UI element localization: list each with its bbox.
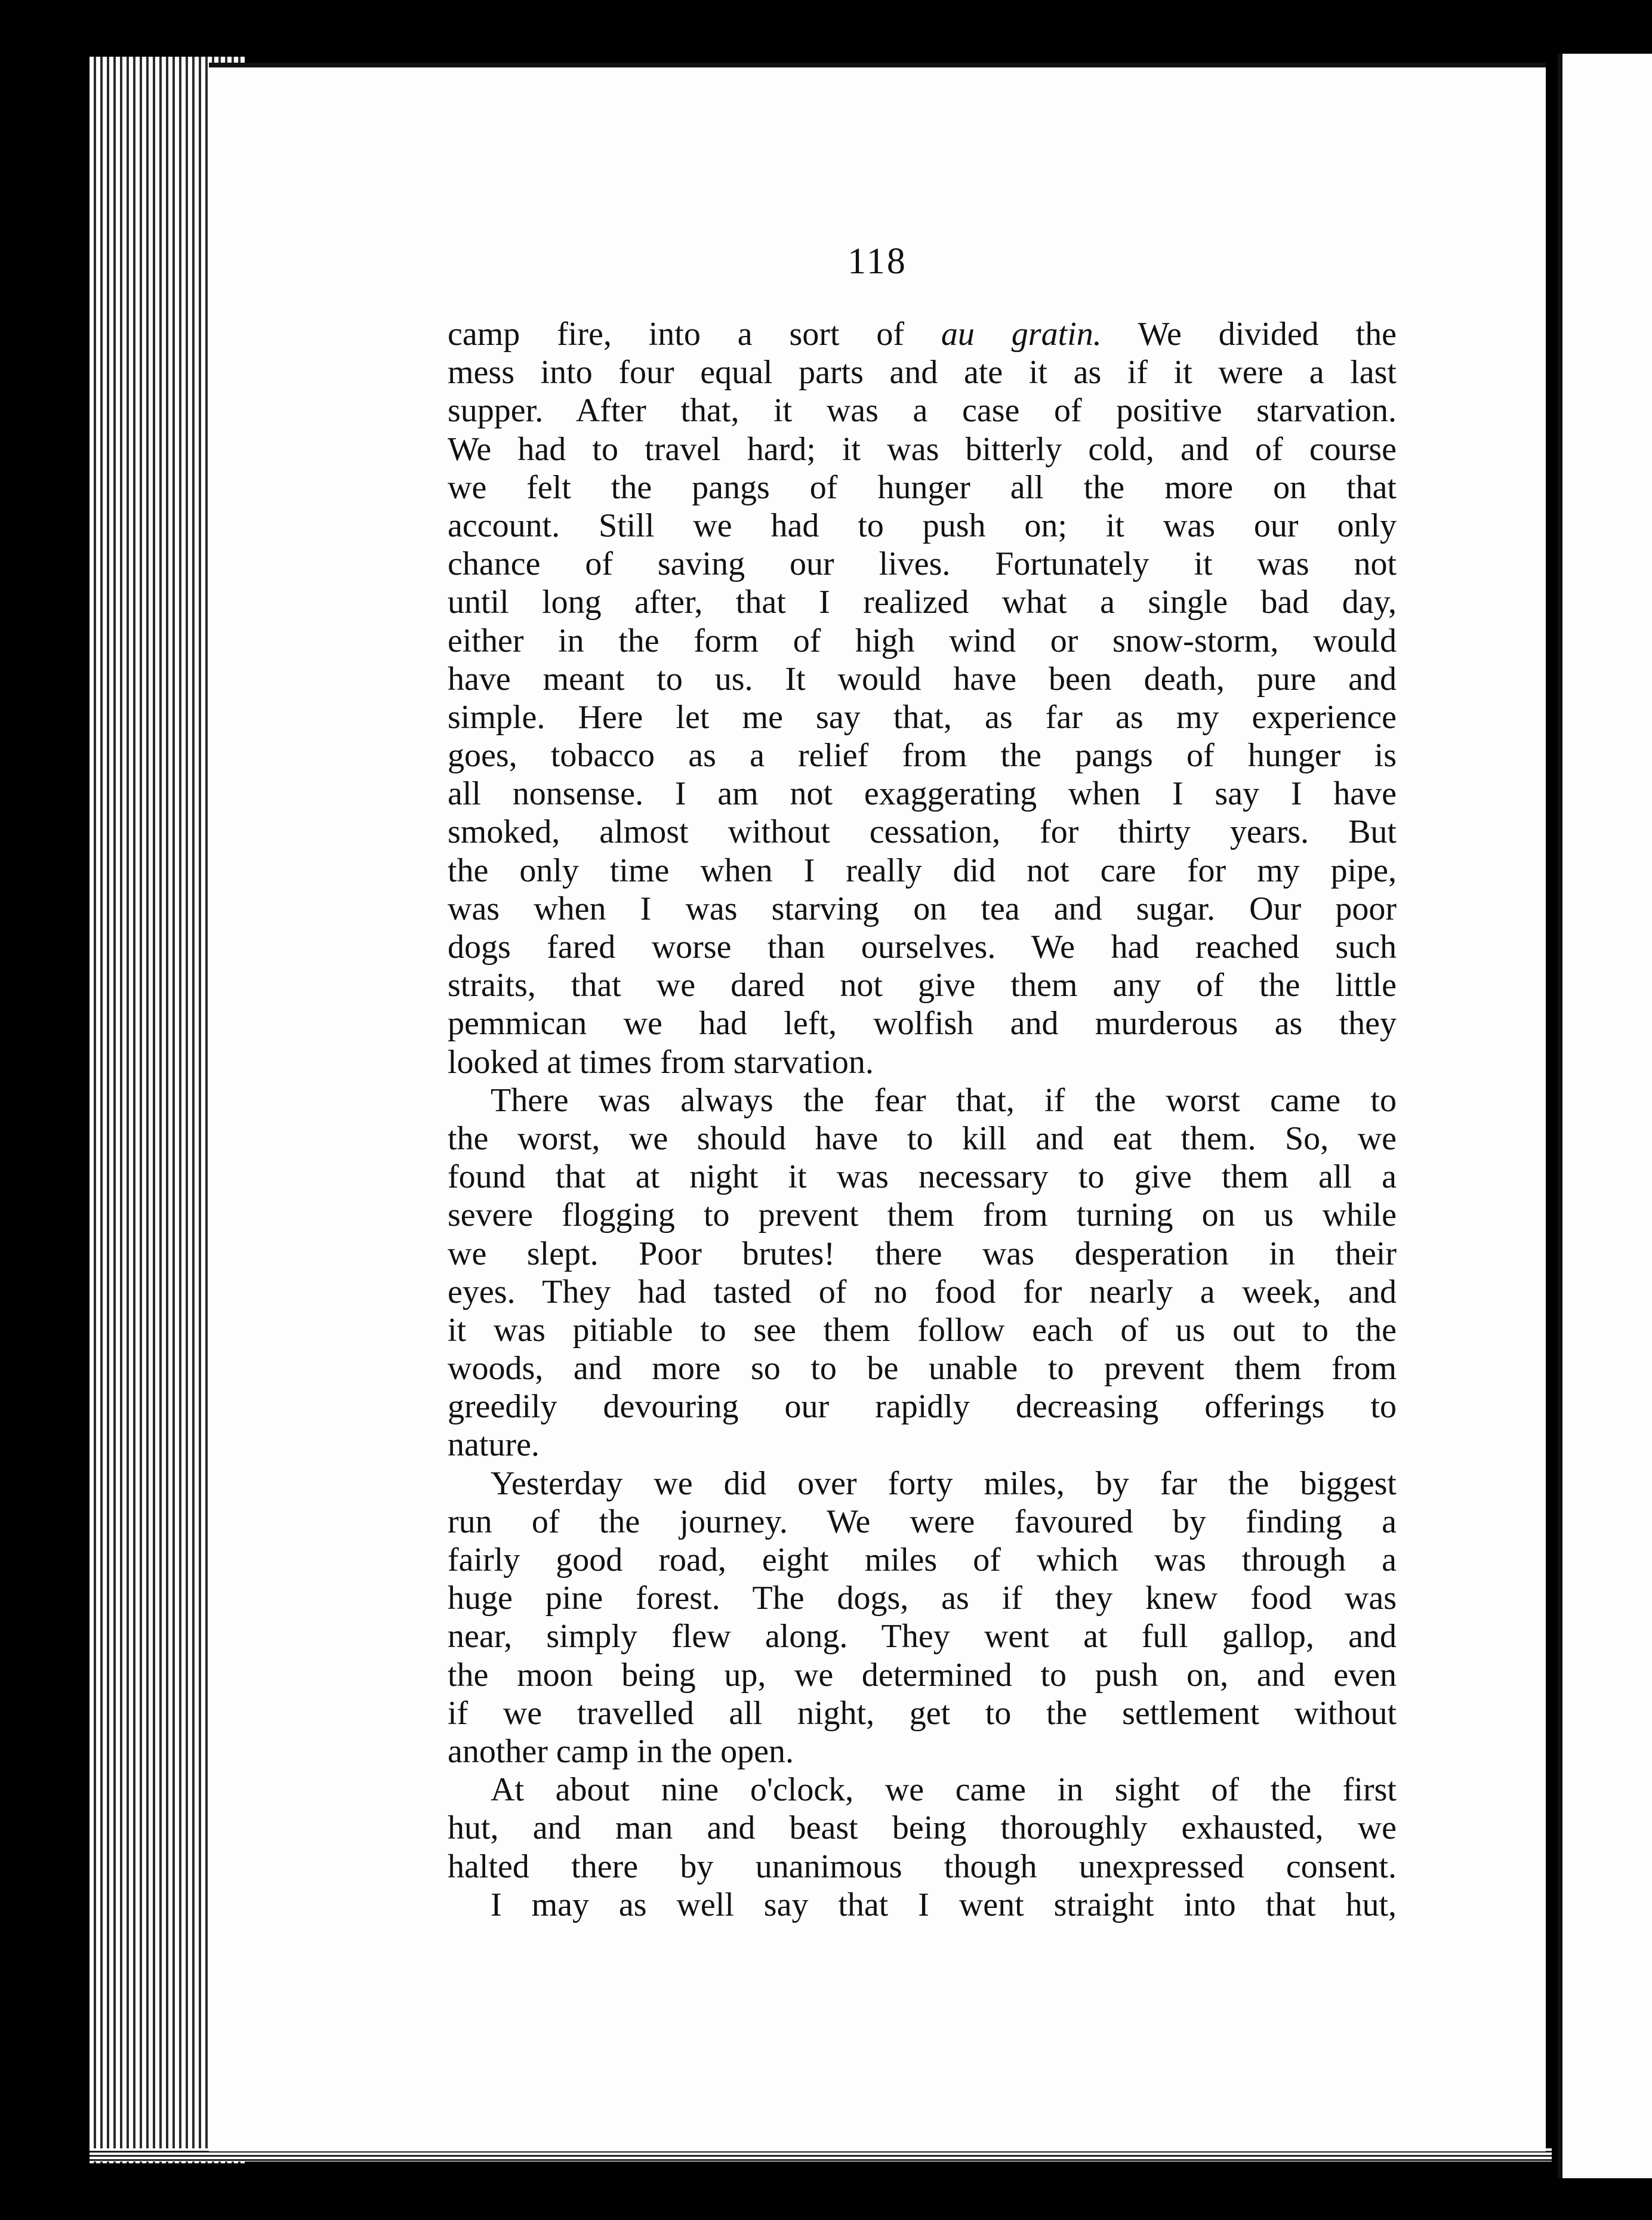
book-page	[209, 63, 1546, 2151]
text-line: At about nine o'clock, we came in sight of the first	[491, 1771, 1397, 1809]
text-line: Yesterday we did over forty miles, by far the biggest	[491, 1464, 1397, 1502]
text-line: pemmican we had left, wolfish and murderous as they	[448, 1005, 1397, 1043]
italic-phrase: au gratin.	[941, 316, 1102, 353]
text-line: run of the journey. We were favoured by finding a	[448, 1503, 1397, 1540]
text-line: camp fire, into a sort of au gratin. We divided the	[448, 316, 1397, 353]
text-line: There was always the fear that, if the worst came to	[491, 1081, 1397, 1119]
text-line: smoked, almost without cessation, for thirty years. But	[448, 813, 1397, 851]
text-line: simple. Here let me say that, as far as my experience	[448, 698, 1397, 736]
text-line: goes, tobacco as a relief from the pangs of hunger is	[448, 737, 1397, 775]
text-line: until long after, that I realized what a single bad day,	[448, 584, 1397, 621]
text-line: was when I was starving on tea and sugar. Our poor	[448, 890, 1397, 927]
text-line: looked at times from starvation.	[448, 1043, 874, 1081]
text-line: chance of saving our lives. Fortunately it was not	[448, 545, 1397, 583]
text-line: greedily devouring our rapidly decreasing offerings to	[448, 1388, 1397, 1426]
text-line: found that at night it was necessary to give them all a	[448, 1158, 1397, 1196]
text-line: dogs fared worse than ourselves. We had reached such	[448, 929, 1397, 966]
text-line: either in the form of high wind or snow-storm, would	[448, 622, 1397, 659]
text-line: the worst, we should have to kill and eat them. So, we	[448, 1120, 1397, 1157]
text-line: fairly good road, eight miles of which was through a	[448, 1541, 1397, 1578]
text-line: straits, that we dared not give them any of the little	[448, 967, 1397, 1004]
text-line: huge pine forest. The dogs, as if they knew food was	[448, 1580, 1397, 1617]
text-line: if we travelled all night, get to the settlement without	[448, 1694, 1397, 1732]
body-text	[448, 315, 1397, 1924]
facing-page-edge	[1558, 54, 1652, 2178]
text-line: supper. After that, it was a case of positive starvation.	[448, 392, 1397, 430]
text-line: have meant to us. It would have been death, pure and	[448, 660, 1397, 698]
text-line: woods, and more so to be unable to prevent them from	[448, 1350, 1397, 1388]
text-line: account. Still we had to push on; it was our only	[448, 507, 1397, 544]
text-line: all nonsense. I am not exaggerating when I say I have	[448, 775, 1397, 813]
text-line: another camp in the open.	[448, 1732, 794, 1770]
text-line: we slept. Poor brutes! there was desperation in their	[448, 1235, 1397, 1272]
text-line: We had to travel hard; it was bitterly cold, and of course	[448, 430, 1397, 468]
page-number: 118	[847, 241, 907, 282]
text-line: eyes. They had tasted of no food for nearly a week, and	[448, 1273, 1397, 1311]
text-line: severe flogging to prevent them from turning on us while	[448, 1197, 1397, 1234]
text-line: hut, and man and beast being thoroughly exhausted, we	[448, 1809, 1397, 1847]
text-line: the only time when I really did not care for my pipe,	[448, 852, 1397, 889]
text-line: we felt the pangs of hunger all the more on that	[448, 468, 1397, 506]
text-line: it was pitiable to see them follow each of us out to the	[448, 1311, 1397, 1349]
text-line: I may as well say that I went straight into that hut,	[491, 1886, 1397, 1923]
text-line: halted there by unanimous though unexpressed consent.	[448, 1848, 1397, 1885]
text-line: the moon being up, we determined to push on, and even	[448, 1656, 1397, 1694]
text-line: near, simply flew along. They went at full gallop, and	[448, 1618, 1397, 1655]
text-line: nature.	[448, 1426, 540, 1464]
text-line: mess into four equal parts and ate it as if it were a last	[448, 354, 1397, 391]
